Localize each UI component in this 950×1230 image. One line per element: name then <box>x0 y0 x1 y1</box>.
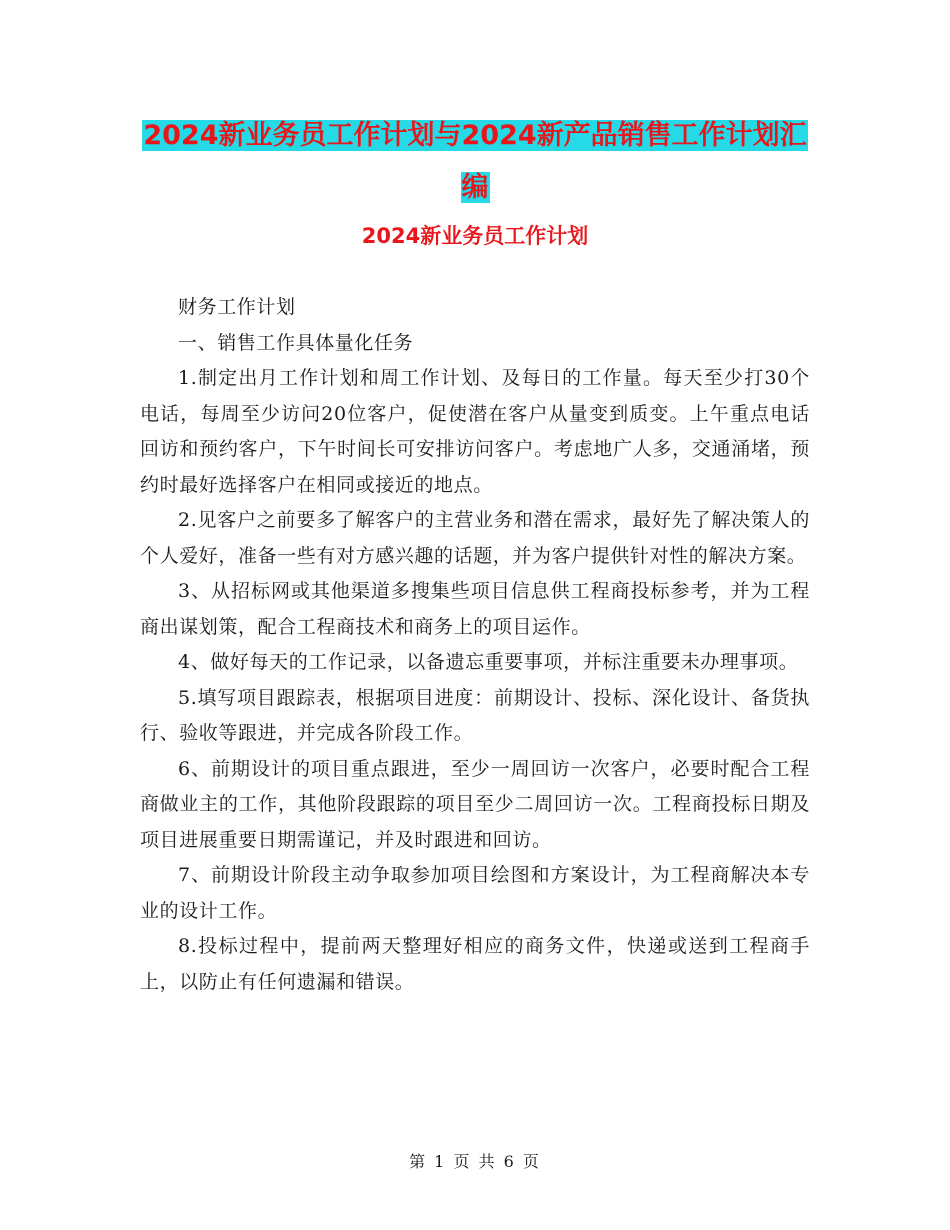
document-body <box>140 290 810 1000</box>
paragraph: 6、前期设计的项目重点跟进，至少一周回访一次客户，必要时配合工程商做业主的工作，其他阶段跟踪的项目至少二周回访一次。工程商投标日期及项目进展重要日期需谨记，并及时跟进和回访。 <box>140 757 810 851</box>
document-title <box>140 110 810 214</box>
document-title-line-1: 2024新业务员工作计划与2024新产品销售工作计划汇 <box>143 120 807 151</box>
paragraph: 财务工作计划 <box>178 296 296 318</box>
paragraph: 1.制定出月工作计划和周工作计划、及每日的工作量。每天至少打30个电话，每周至少访问20位客户，促使潜在客户从量变到质变。上午重点电话回访和预约客户，下午时间长可安排访问客户。考虑地广人多，交通涌堵，预约时最好选择客户在相同或接近的地点。 <box>140 367 810 496</box>
page-footer: 第 1 页 共 6 页 <box>409 1152 541 1171</box>
paragraph: 4、做好每天的工作记录，以备遗忘重要事项，并标注重要未办理事项。 <box>178 651 799 673</box>
document-title-line-2: 编 <box>461 172 489 203</box>
paragraph: 一、销售工作具体量化任务 <box>178 331 414 354</box>
paragraph: 3、从招标网或其他渠道多搜集些项目信息供工程商投标参考，并为工程商出谋划策，配合工程商技术和商务上的项目运作。 <box>140 580 810 638</box>
paragraph: 5.填写项目跟踪表，根据项目进度：前期设计、投标、深化设计、备货执行、验收等跟进，并完成各阶段工作。 <box>140 686 810 744</box>
section-title: 2024新业务员工作计划 <box>361 224 589 248</box>
paragraph: 2.见客户之前要多了解客户的主营业务和潜在需求，最好先了解决策人的个人爱好，准备一些有对方感兴趣的话题，并为客户提供针对性的解决方案。 <box>140 509 810 567</box>
paragraph: 8.投标过程中，提前两天整理好相应的商务文件，快递或送到工程商手上，以防止有任何遗漏和错误。 <box>140 935 810 993</box>
paragraph: 7、前期设计阶段主动争取参加项目绘图和方案设计，为工程商解决本专业的设计工作。 <box>140 864 810 922</box>
